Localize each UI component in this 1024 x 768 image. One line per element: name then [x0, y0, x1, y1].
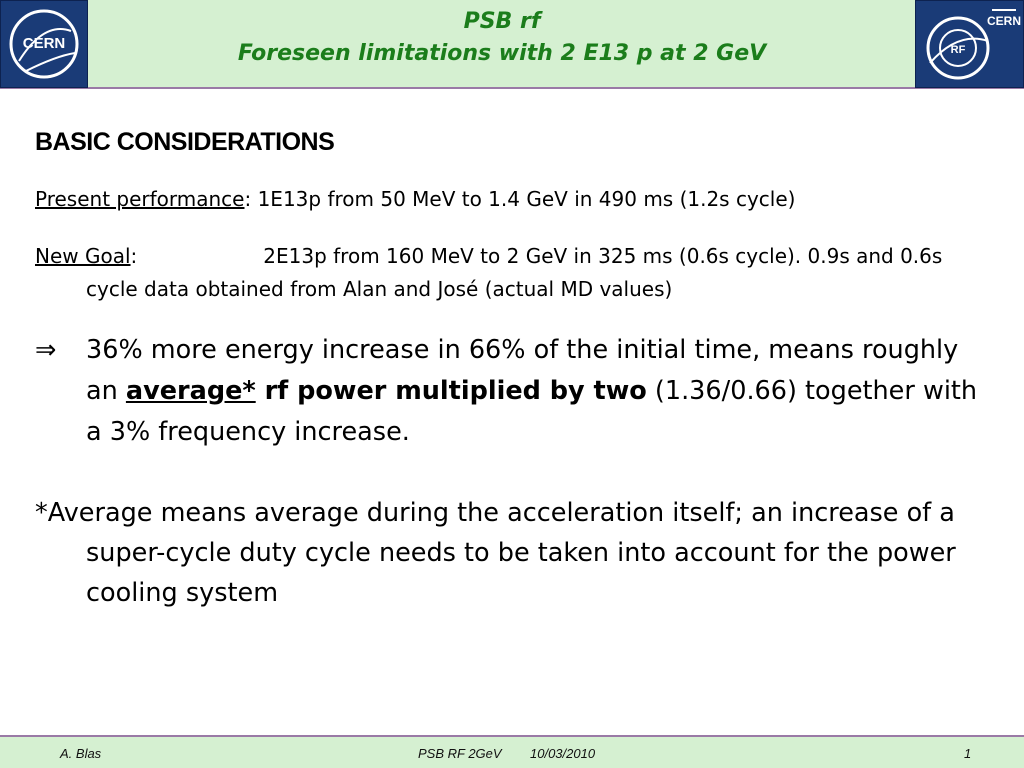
footer-date: 10/03/2010: [530, 746, 596, 761]
cern-logo-text: CERN: [22, 35, 66, 52]
slide-header: [0, 0, 1024, 89]
new-goal-label: New Goal: [35, 244, 131, 268]
implication-average-emphasis: average*: [125, 376, 256, 406]
footer-page-number: 1: [964, 746, 972, 761]
new-goal-colon: :: [130, 244, 138, 268]
implication-paragraph: [35, 330, 995, 453]
cern-logo-left: [0, 0, 88, 88]
rf-logo-icon: [916, 1, 1023, 87]
new-goal-text: 2E13p from 160 MeV to 2 GeV in 325 ms (0.6s cycle). 0.9s and 0.6s cycle data obtained from Alan and José (actual MD values): [86, 244, 943, 301]
average-footnote: *Average means average during the acceleration itself; an increase of a super-cycle duty cycle needs to be taken into account for the power cooling system: [35, 498, 956, 608]
present-performance-text: : 1E13p from 50 MeV to 1.4 GeV in 490 ms (1.2s cycle): [244, 187, 796, 211]
rf-logo-right: [915, 0, 1024, 88]
implication-power-emphasis: rf power multiplied by two: [255, 376, 647, 406]
implication-text-2: (1.36/0.66) together with a 3% frequency increase.: [86, 376, 978, 447]
footer-author: A. Blas: [60, 746, 102, 761]
rf-logo-inner-text: RF: [950, 44, 966, 56]
new-goal-paragraph: [35, 240, 995, 306]
slide-content: [35, 128, 995, 613]
present-performance-line: [35, 183, 995, 216]
present-performance-label: Present performance: [35, 187, 245, 211]
implication-text-1: 36% more energy increase in 66% of the initial time, means roughly an: [86, 335, 959, 406]
rf-logo-cern-text: CERN: [986, 14, 1022, 28]
cern-logo-icon: [1, 1, 87, 87]
slide-footer: [0, 735, 1024, 768]
slide-title: [100, 6, 904, 70]
implies-arrow-icon: ⇒: [35, 335, 57, 365]
title-line-2: Foreseen limitations with 2 E13 p at 2 GeV: [237, 41, 767, 66]
section-heading: BASIC CONSIDERATIONS: [35, 128, 335, 156]
title-line-1: PSB rf: [463, 9, 541, 34]
footer-title: PSB RF 2GeV: [418, 746, 502, 761]
